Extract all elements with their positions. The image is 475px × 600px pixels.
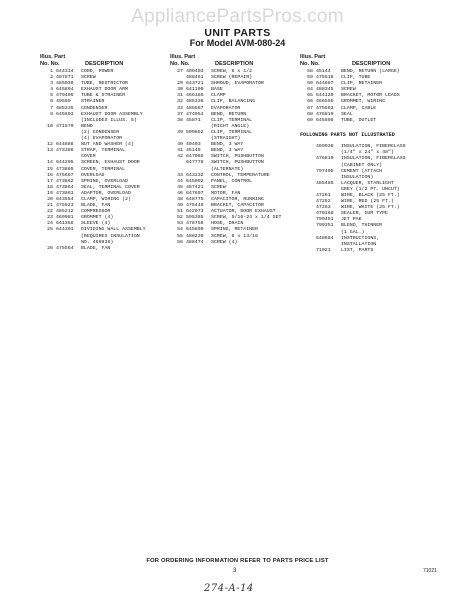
part-description: SPRING, RETAINER xyxy=(211,227,258,233)
part-description: BRACKET, CAPACITOR xyxy=(211,203,264,209)
illus-number: 12 xyxy=(47,142,53,148)
part-description: COVER, TERMINAL xyxy=(81,166,126,172)
part-description: NUT AND WASHER (4) xyxy=(81,142,134,148)
part-description: TUBE & STRAINER xyxy=(81,93,126,99)
parts-row xyxy=(300,124,440,130)
illus-number: 42 xyxy=(177,154,183,160)
part-number: 475446 xyxy=(186,203,204,209)
part-number: 47263 xyxy=(316,205,331,211)
illus-number: 69 xyxy=(307,117,313,123)
part-number: 485336 xyxy=(186,99,204,105)
illus-number: 60 xyxy=(307,81,313,87)
part-description: CORD, POWER xyxy=(81,69,114,74)
illus-number: 21 xyxy=(47,203,53,209)
part-description: SPRING, OVERLOAD xyxy=(81,178,128,184)
part-description: CLAMP xyxy=(211,93,226,99)
illus-number: 68 xyxy=(307,111,313,117)
part-number: 648684 xyxy=(316,235,334,241)
illus-number: 26 xyxy=(47,245,53,251)
part-number: 475667 xyxy=(56,172,74,178)
page-number: 3 xyxy=(233,568,237,574)
part-number xyxy=(316,124,341,130)
part-number: 475563 xyxy=(316,105,334,111)
illus-number: 67 xyxy=(307,105,313,111)
part-description: SCREEN, EXHAUST DOOR xyxy=(81,160,140,166)
part-description: INSULATION, FIBERGLASS xyxy=(341,156,406,162)
part-description: SHROUD, EVAPORATOR xyxy=(211,81,264,87)
part-description: SWITCH, PUSHBUTTON xyxy=(211,154,264,160)
part-number: 45148 xyxy=(186,148,201,154)
page-title: UNIT PARTS xyxy=(204,27,271,39)
illus-number: 30 xyxy=(177,87,183,93)
illus-number: 20 xyxy=(47,196,53,202)
part-description: CLIP, RETAINER xyxy=(341,81,383,87)
part-description: SCREW (4) xyxy=(211,239,238,245)
illus-number: 16 xyxy=(47,172,53,178)
illus-number: 13 xyxy=(47,148,53,154)
illus-number: 65 xyxy=(307,93,313,99)
illus-number: 59 xyxy=(307,75,313,81)
header-description: DESCRIPTION xyxy=(352,60,391,67)
part-description: INSULATION, FIBERGLASS xyxy=(341,144,406,150)
part-description: (1 GAL.) xyxy=(341,229,365,235)
part-number: 476819 xyxy=(316,111,334,117)
part-description: WIRE, WHITE (25 FT.) xyxy=(341,205,400,211)
part-number: 644129 xyxy=(316,93,334,99)
part-description: BEND, RETURN xyxy=(211,111,247,117)
part-number: 466555 xyxy=(316,99,334,105)
illus-number: 66 xyxy=(307,99,313,105)
part-number: 469938 xyxy=(316,144,334,150)
part-number: 473864 xyxy=(56,184,74,190)
part-number: 488461 xyxy=(186,75,204,81)
part-description: GREY (1/2 PT. UNCUT) xyxy=(341,186,400,192)
part-number: 475523 xyxy=(56,203,74,209)
part-description: EXHAUST DOOR ASSEMBLY xyxy=(81,111,143,117)
illus-number: 22 xyxy=(47,209,53,215)
part-description: CEMENT (ATTACH xyxy=(341,168,383,174)
illus-number: 38 xyxy=(177,117,183,123)
part-number: 645894 xyxy=(56,87,74,93)
part-number: 488345 xyxy=(316,87,334,93)
part-description: BRACKET, MOTOR LEADS xyxy=(341,93,400,99)
page-subtitle: For Model AVM-080-24 xyxy=(189,38,286,48)
illus-number: 39 xyxy=(177,129,183,135)
part-description: BEND, 3 WAY xyxy=(211,148,244,154)
illus-number: 29 xyxy=(177,81,183,87)
part-description: SCREW, 8 x 1/2 xyxy=(211,69,253,74)
part-description: NO. 469938) xyxy=(81,239,114,245)
part-description: OVERLOAD xyxy=(81,172,105,178)
part-description: MOTOR, FAN xyxy=(211,190,241,196)
part-description: (ALTERNATE) xyxy=(211,166,244,172)
header-description: DESCRIPTION xyxy=(215,60,254,67)
illus-number: 58 xyxy=(307,69,313,74)
part-number: 595385 xyxy=(186,215,204,221)
parts-column-2 xyxy=(170,54,305,246)
header-no-no: No. No. xyxy=(300,60,320,67)
not-illustrated-note: FOLLOWING PARTS NOT ILLUSTRATED xyxy=(300,131,395,138)
part-description: SCREW, 8 x 13/16 xyxy=(211,233,258,239)
part-number: 641358 xyxy=(56,221,74,227)
part-number: 49403 xyxy=(186,142,201,148)
part-number: 409403 xyxy=(186,69,204,74)
illus-number: 27 xyxy=(177,69,183,74)
part-description xyxy=(341,124,440,130)
column-header xyxy=(170,54,305,68)
part-number: 642073 xyxy=(186,209,204,215)
illus-number: 3 xyxy=(50,81,53,87)
part-description: HOSE, DRAIN xyxy=(211,221,244,227)
part-description: TUBE, OUTLET xyxy=(341,117,377,123)
part-number: 485212 xyxy=(56,209,74,215)
part-description: (REQUIRES INSULATION xyxy=(81,233,140,239)
illus-number: 8 xyxy=(50,111,53,117)
part-description: SEALER, GUM TYPE xyxy=(341,211,388,217)
part-number: 644205 xyxy=(56,160,74,166)
document-code: 71021 xyxy=(423,568,437,574)
illus-number: 40 xyxy=(177,142,183,148)
part-description: BEND xyxy=(81,123,93,129)
part-number: 478756 xyxy=(186,221,204,227)
part-description: LACQUER, STARLIGHT xyxy=(341,180,394,186)
part-number: 797405 xyxy=(316,168,334,174)
header-illus-part: Illus. Part xyxy=(300,54,326,60)
parts-rows xyxy=(300,69,440,254)
part-number: 485030 xyxy=(56,81,74,87)
illus-number: 32 xyxy=(177,99,183,105)
illus-number: 54 xyxy=(177,227,183,233)
part-number: 643232 xyxy=(186,172,204,178)
part-description: SCREW xyxy=(211,184,226,190)
illus-number: 25 xyxy=(47,227,53,233)
part-number: 647065 xyxy=(186,154,204,160)
header-illus-part: Illus. Part xyxy=(40,54,66,60)
part-number: 466185 xyxy=(186,93,204,99)
part-description: (4) EVAPORATOR xyxy=(81,136,123,142)
illus-number: 53 xyxy=(177,221,183,227)
part-description: BEND, RETURN (LARGE) xyxy=(341,69,400,74)
illus-number: 31 xyxy=(177,93,183,99)
part-description: BLEND, THINNER xyxy=(341,223,383,229)
parts-row xyxy=(300,248,440,254)
part-number: 485335 xyxy=(56,105,74,111)
part-description: GROMMET, WIRING xyxy=(341,99,386,105)
part-number: 645890 xyxy=(186,227,204,233)
part-description: SCREW xyxy=(81,75,96,81)
part-description: CAPACITOR, RUNNING xyxy=(211,196,264,202)
part-number: 799351 xyxy=(316,223,334,229)
illus-number: 52 xyxy=(177,215,183,221)
part-number: 488474 xyxy=(186,239,204,245)
part-number: 45871 xyxy=(186,117,201,123)
part-number: 645092 xyxy=(186,178,204,184)
handwritten-note: 274-A-14 xyxy=(204,583,254,594)
part-description: PANEL, CONTROL xyxy=(211,178,253,184)
parts-column-3 xyxy=(300,54,440,254)
illus-number: 17 xyxy=(47,178,53,184)
part-description: BLADE, FAN xyxy=(81,203,111,209)
ordering-info-footer: FOR ORDERING INFORMATION REFER TO PARTS PRICE LIST xyxy=(146,558,329,564)
part-number: 648775 xyxy=(186,196,204,202)
part-number: 474954 xyxy=(186,111,204,117)
part-description: SEAL, TERMINAL COVER xyxy=(81,184,140,190)
part-number: 644687 xyxy=(316,81,334,87)
part-number: 47262 xyxy=(316,199,331,205)
illus-number: 46 xyxy=(177,190,183,196)
illus-number: 14 xyxy=(47,160,53,166)
part-number: 485485 xyxy=(316,180,334,186)
part-description: COMPRESSOR xyxy=(81,209,111,215)
illus-number xyxy=(300,248,316,254)
part-number: 488230 xyxy=(186,233,204,239)
illus-number xyxy=(300,124,316,130)
part-description: SCREW, 5/16-24 x 1/4 SET xyxy=(211,215,282,221)
part-description: INSTRUCTIONS, xyxy=(341,235,380,241)
part-description: CONTROL, TEMPERATURE xyxy=(211,172,270,178)
part-description: (1/4" x 24" x 48") xyxy=(341,150,394,156)
parts-rows xyxy=(40,69,175,252)
part-description: BLADE, FAN xyxy=(81,245,111,251)
part-description: CLIP, BALANCING xyxy=(211,99,256,105)
part-description: JET PAK xyxy=(341,217,362,223)
part-number: 487871 xyxy=(56,75,74,81)
part-description: COVER xyxy=(81,154,96,160)
part-number: 644314 xyxy=(56,69,74,74)
column-header xyxy=(40,54,175,68)
part-number: 645893 xyxy=(56,111,74,117)
parts-column-1 xyxy=(40,54,175,252)
part-description: SWITCH, PUSHBUTTON xyxy=(211,160,264,166)
part-description: STRAP, TERMINAL xyxy=(81,148,126,154)
illus-number: 33 xyxy=(177,105,183,111)
illus-number: 7 xyxy=(50,105,53,111)
part-number: 475564 xyxy=(56,245,74,251)
illus-number: 45 xyxy=(177,184,183,190)
part-number: 644888 xyxy=(56,142,74,148)
part-description: (STRAIGHT) xyxy=(211,136,241,142)
illus-number: 10 xyxy=(47,123,53,129)
part-number: 647697 xyxy=(186,190,204,196)
part-number: 479405 xyxy=(56,93,74,99)
part-description: EXHAUST DOOR ARM xyxy=(81,87,128,93)
illus-number: 23 xyxy=(47,215,53,221)
illus-number: 41 xyxy=(177,148,183,154)
illus-number: 18 xyxy=(47,184,53,190)
part-number: 644301 xyxy=(56,227,74,233)
part-number: 71021 xyxy=(316,247,331,253)
illus-number: 48 xyxy=(177,196,183,202)
part-description: (2) CONDENSER xyxy=(81,129,120,135)
part-number: 799451 xyxy=(316,217,334,223)
part-description: ADAPTOR, OVERLOAD xyxy=(81,190,131,196)
part-description: SEAL xyxy=(341,111,353,117)
part-description: (INCLUDES ILLUS. 5) xyxy=(81,117,137,123)
illus-number: 43 xyxy=(177,172,183,178)
part-number: 473862 xyxy=(56,178,74,184)
part-number: 469981 xyxy=(56,215,74,221)
part-number: 487421 xyxy=(186,184,204,190)
part-number: 641100 xyxy=(186,87,204,93)
part-number: 476810 xyxy=(316,156,334,162)
part-number: 643721 xyxy=(186,81,204,87)
header-description: DESCRIPTION xyxy=(85,60,124,67)
part-number: 645898 xyxy=(316,117,334,123)
illus-number: 15 xyxy=(47,166,53,172)
part-description: SCREW xyxy=(341,87,356,93)
part-description: (RIGHT ANGLE) xyxy=(211,123,250,129)
part-description: SCREW (REPAIR) xyxy=(211,75,253,81)
illus-number: 49 xyxy=(177,203,183,209)
column-header xyxy=(300,54,440,68)
part-description: INSTALLATION xyxy=(341,241,377,247)
illus-number: 55 xyxy=(177,233,183,239)
part-description: EVAPORATOR xyxy=(211,105,241,111)
illus-number: 1 xyxy=(50,69,53,74)
part-description: CLAMP, WIRING (2) xyxy=(81,196,131,202)
part-description: LIST, PARTS xyxy=(341,247,374,253)
part-number: 473386 xyxy=(56,148,74,154)
parts-row xyxy=(170,240,305,246)
part-description: CLIP, TERMINAL xyxy=(211,129,253,135)
part-number: 473863 xyxy=(56,190,74,196)
part-number: 47261 xyxy=(316,192,331,198)
part-number: 647776 xyxy=(186,160,204,166)
header-illus-part: Illus. Part xyxy=(170,54,196,60)
parts-rows xyxy=(170,69,305,246)
part-description: WIRE, RED (25 FT.) xyxy=(341,199,394,205)
part-number: 471570 xyxy=(56,123,74,129)
header-no-no: No. No. xyxy=(170,60,190,67)
illus-number: 64 xyxy=(307,87,313,93)
illus-number: 51 xyxy=(177,209,183,215)
part-number: 509852 xyxy=(186,129,204,135)
part-description: (CABINET ONLY) xyxy=(341,162,383,168)
part-description: WIRE, BLACK (25 FT.) xyxy=(341,192,400,198)
illus-number: 44 xyxy=(177,178,183,184)
part-description: BASE xyxy=(211,87,223,93)
part-number: 45144 xyxy=(316,69,331,74)
illus-number: 56 xyxy=(177,239,183,245)
part-number: 49599 xyxy=(56,99,71,105)
part-description: BEND, 3 WAY xyxy=(211,142,244,148)
part-description: SLEEVE (4) xyxy=(81,221,111,227)
part-description: CLIP, TUBE xyxy=(341,75,371,81)
illus-number: 2 xyxy=(50,75,53,81)
parts-row xyxy=(40,246,175,252)
part-description: DIVIDING WALL ASSEMBLY xyxy=(81,227,146,233)
part-description: GROMMET (4) xyxy=(81,215,114,221)
part-description: CLAMP, CABLE xyxy=(341,105,377,111)
illus-number: 4 xyxy=(50,87,53,93)
part-number: 473865 xyxy=(56,166,74,172)
illus-number: 37 xyxy=(177,111,183,117)
part-description: CONDENSER xyxy=(81,105,108,111)
part-description: CLIP, TERMINAL xyxy=(211,117,253,123)
header-no-no: No. No. xyxy=(40,60,60,67)
illus-number: 6 xyxy=(50,99,53,105)
part-number: 643554 xyxy=(56,196,74,202)
illus-number: 24 xyxy=(47,221,53,227)
part-number: 470168 xyxy=(316,211,334,217)
part-description: STRAINER xyxy=(81,99,105,105)
part-number: 475518 xyxy=(316,75,334,81)
part-number: 485567 xyxy=(186,105,204,111)
illus-number: 5 xyxy=(50,93,53,99)
part-description: INSULATION) xyxy=(341,174,374,180)
part-description: TUBE, RESTRICTOR xyxy=(81,81,128,87)
watermark: AppliancePartsPros.com xyxy=(131,6,344,27)
illus-number: 19 xyxy=(47,190,53,196)
part-description: ACTUATOR, DOOR EXHAUST xyxy=(211,209,276,215)
